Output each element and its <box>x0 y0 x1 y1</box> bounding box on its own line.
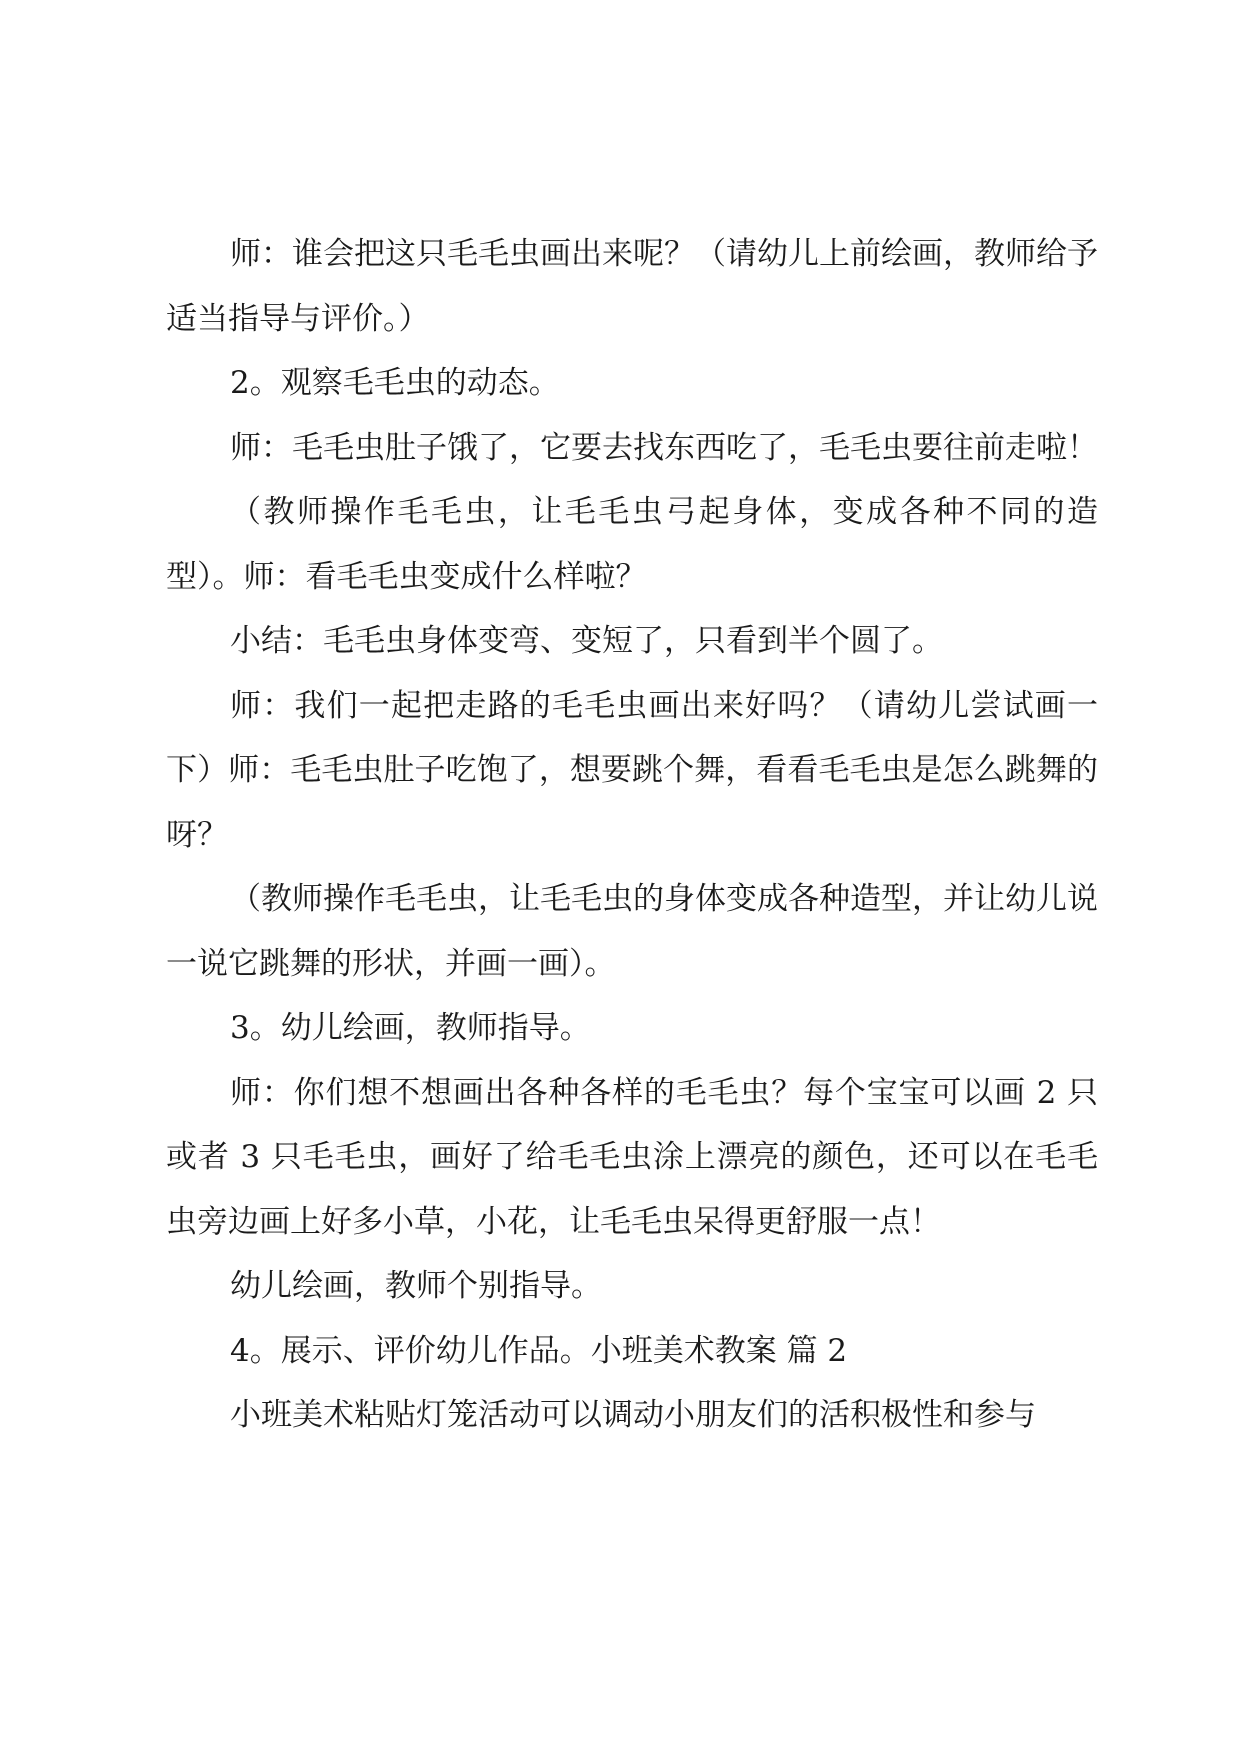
paragraph-summary: 小结：毛毛虫身体变弯、变短了，只看到半个圆了。 <box>230 623 943 659</box>
paragraph-step-2: 2。观察毛毛虫的动态。 <box>230 365 560 401</box>
paragraph-teacher-operation-2: （教师操作毛毛虫，让毛毛虫的身体变成各种造型，并让幼儿说一说它跳舞的形状，并画一画）。 <box>166 881 1098 982</box>
paragraph-lantern-activity: 小班美术粘贴灯笼活动可以调动小朋友们的活积极性和参与 <box>230 1397 1036 1433</box>
paragraph-caterpillar-hungry: 师：毛毛虫肚子饿了，它要去找东西吃了，毛毛虫要往前走啦！ <box>230 429 1098 466</box>
paragraph-draw-instructions: 师：你们想不想画出各种各样的毛毛虫？每个宝宝可以画 2 只或者 3 只毛毛虫，画好了给毛毛虫涂上漂亮的颜色，还可以在毛毛虫旁边画上好多小草，小花，让毛毛虫呆得更舒服一点！ <box>166 1074 1098 1240</box>
paragraph-step-3: 3。幼儿绘画，教师指导。 <box>230 1010 591 1046</box>
paragraph-step-4: 4。展示、评价幼儿作品。小班美术教案 篇 2 <box>230 1332 848 1369</box>
paragraph-children-drawing: 幼儿绘画，教师个别指导。 <box>230 1268 602 1304</box>
document-body <box>166 222 1098 1448</box>
paragraph-draw-walking: 师：我们一起把走路的毛毛虫画出来好吗？（请幼儿尝试画一下）师：毛毛虫肚子吃饱了，想要跳个舞，看看毛毛虫是怎么跳舞的呀？ <box>166 687 1098 853</box>
paragraph-teacher-operation-1: （教师操作毛毛虫，让毛毛虫弓起身体，变成各种不同的造型）。师：看毛毛虫变成什么样啦？ <box>166 494 1098 595</box>
paragraph-teacher-question: 师：谁会把这只毛毛虫画出来呢？（请幼儿上前绘画，教师给予适当指导与评价。） <box>166 236 1098 337</box>
